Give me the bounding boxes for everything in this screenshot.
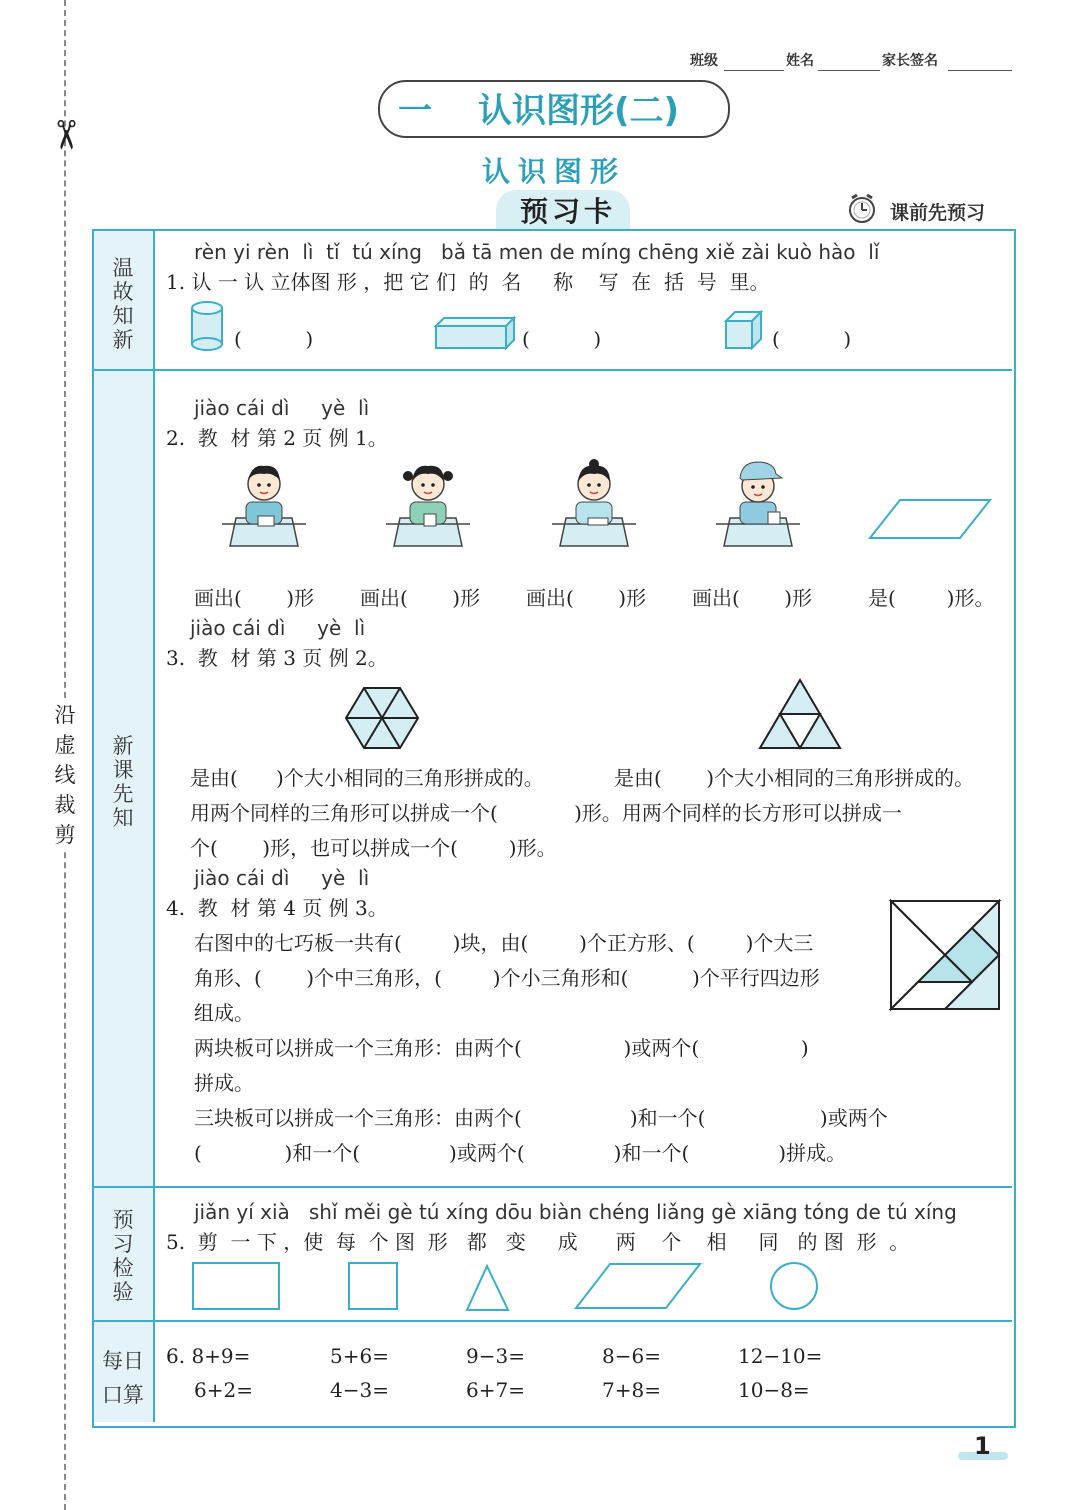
name-underline[interactable] bbox=[818, 70, 880, 71]
q1-pinyin: rèn yi rèn lì tǐ tú xíng bǎ tā men de míng chēng xiě zài kuò hào lǐ bbox=[194, 240, 880, 264]
divider-new-check bbox=[94, 1186, 1012, 1188]
q4-line-7: ( )和一个( )或两个( )和一个( )拼成。 bbox=[194, 1141, 847, 1165]
q3-text: 3. 教 材 第 3 页 例 2。 bbox=[166, 646, 388, 670]
q4-line-1: 右图中的七巧板一共有( )块，由( )个正方形、( )个大三 bbox=[194, 931, 814, 955]
triangle-puzzle-icon bbox=[758, 678, 842, 750]
class-label: 班级 bbox=[690, 53, 718, 69]
q3-right-caption: 是由( )个大小相同的三角形拼成的。 bbox=[614, 766, 975, 790]
sidebar-divider bbox=[153, 231, 155, 1422]
divider-check-daily bbox=[94, 1320, 1012, 1322]
parent-sign-label: 家长签名 bbox=[882, 53, 938, 69]
q4-line-5: 拼成。 bbox=[194, 1071, 254, 1095]
cube-icon bbox=[726, 312, 766, 352]
q2-label-1: 画出( )形 bbox=[194, 586, 315, 610]
q6-row1-1: 6. 8+9= bbox=[166, 1344, 251, 1368]
q6-row1-2: 5+6= bbox=[330, 1344, 389, 1368]
q6-row2-5: 10−8= bbox=[738, 1378, 810, 1402]
q5-text: 5. 剪 一 下 ，使 每 个 图 形 都 变 成 两 个 相 同 的 图 形 。 bbox=[166, 1230, 910, 1254]
section-new-label: 新课先知 bbox=[112, 734, 134, 830]
section-daily-label: 每日口算 bbox=[102, 1349, 144, 1407]
child-drawing-icon-4 bbox=[716, 458, 800, 550]
q2-text: 2. 教 材 第 2 页 例 1。 bbox=[166, 426, 388, 450]
q6-row2-3: 6+7= bbox=[466, 1378, 525, 1402]
card-label: 预习卡 bbox=[520, 195, 617, 228]
q2-label-2: 画出( )形 bbox=[360, 586, 481, 610]
lesson-title: 认识图形 bbox=[482, 155, 627, 188]
q6-row1-4: 8−6= bbox=[602, 1344, 661, 1368]
q6-row2-4: 7+8= bbox=[602, 1378, 661, 1402]
parent-sign-underline[interactable] bbox=[948, 70, 1012, 71]
page-number: 1 bbox=[974, 1432, 991, 1460]
q6-row2-2: 4−3= bbox=[330, 1378, 389, 1402]
q6-row2-1: 6+2= bbox=[194, 1378, 253, 1402]
q2-label-4: 画出( )形 bbox=[692, 586, 813, 610]
child-drawing-icon-2 bbox=[386, 458, 470, 550]
q3-line-2: 个( )形，也可以拼成一个( )形。 bbox=[190, 836, 557, 860]
parallelogram-shape bbox=[576, 1262, 702, 1312]
q4-line-4: 两块板可以拼成一个三角形：由两个( )或两个( ) bbox=[194, 1036, 809, 1060]
q4-line-6: 三块板可以拼成一个三角形：由两个( )和一个( )或两个 bbox=[194, 1106, 888, 1130]
q2-label-5: 是( )形。 bbox=[868, 586, 995, 610]
q2-pinyin: jiào cái dì yè lì bbox=[194, 396, 370, 420]
scissors-icon: ✂ bbox=[41, 118, 88, 152]
q6-row1-5: 12−10= bbox=[738, 1344, 823, 1368]
q1-blank-cuboid[interactable]: ( ) bbox=[522, 327, 602, 351]
hexagon-icon bbox=[346, 686, 418, 750]
cuboid-icon bbox=[436, 318, 516, 352]
section-check-label: 预习检验 bbox=[112, 1208, 134, 1304]
unit-title: 认识图形(二) bbox=[478, 91, 680, 131]
q1-blank-cube[interactable]: ( ) bbox=[772, 327, 852, 351]
divider-review-new bbox=[94, 369, 1012, 371]
cylinder-icon bbox=[190, 300, 228, 350]
child-drawing-icon-1 bbox=[222, 458, 306, 550]
q6-row1-3: 9−3= bbox=[466, 1344, 525, 1368]
tangram-icon bbox=[890, 900, 1002, 1010]
parallelogram-icon bbox=[870, 498, 992, 540]
q4-pinyin: jiào cái dì yè lì bbox=[194, 866, 370, 890]
q4-line-2: 角形、( )个中三角形，( )个小三角形和( )个平行四边形 bbox=[194, 966, 820, 990]
q3-pinyin: jiào cái dì yè lì bbox=[190, 616, 366, 640]
q4-text: 4. 教 材 第 4 页 例 3。 bbox=[166, 896, 388, 920]
class-underline[interactable] bbox=[724, 70, 784, 71]
cut-instruction: 沿虚线裁剪 bbox=[52, 700, 78, 850]
alarm-clock-icon bbox=[846, 192, 880, 226]
q1-blank-cylinder[interactable]: ( ) bbox=[234, 327, 314, 351]
q4-line-3: 组成。 bbox=[194, 1001, 254, 1025]
rectangle-shape bbox=[192, 1262, 282, 1312]
section-review-label: 温故知新 bbox=[112, 256, 134, 352]
q2-label-3: 画出( )形 bbox=[526, 586, 647, 610]
child-drawing-icon-3 bbox=[552, 458, 636, 550]
q3-line-1: 用两个同样的三角形可以拼成一个( )形。用两个同样的长方形可以拼成一 bbox=[190, 801, 902, 825]
circle-shape bbox=[770, 1262, 820, 1312]
q1-text: 1. 认 一 认 立体图 形 ，把 它 们 的 名 称 写 在 括 号 里。 bbox=[166, 270, 770, 294]
q5-pinyin: jiǎn yí xià shǐ měi gè tú xíng dōu biàn chéng liǎng gè xiāng tóng de tú xíng bbox=[194, 1200, 957, 1224]
triangle-shape bbox=[466, 1264, 510, 1312]
preview-label: 课前先预习 bbox=[890, 202, 986, 224]
unit-number: 一 bbox=[398, 91, 432, 131]
q3-left-caption: 是由( )个大小相同的三角形拼成的。 bbox=[190, 766, 544, 790]
name-label: 姓名 bbox=[786, 53, 814, 69]
square-shape bbox=[348, 1262, 400, 1312]
